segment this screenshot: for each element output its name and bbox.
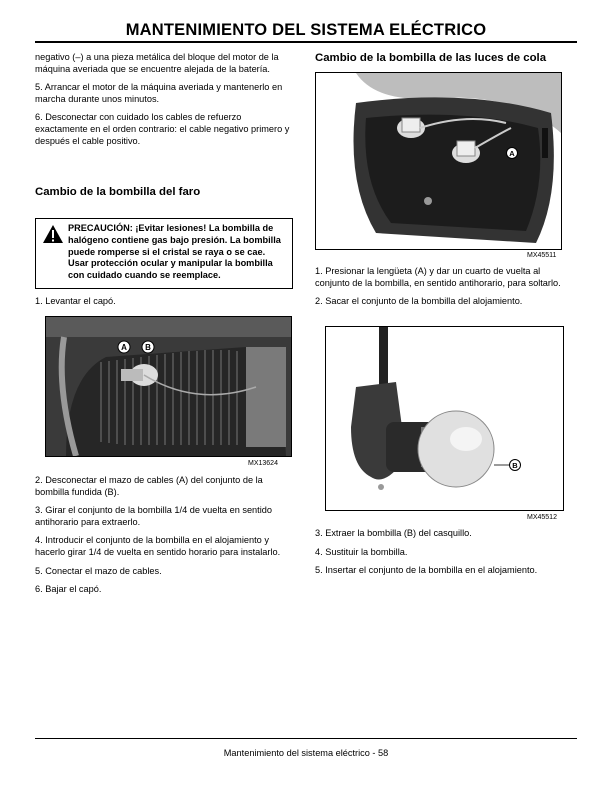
intro-paragraph: negativo (–) a una pieza metálica del bloque del motor de la máquina averiada que se encuentre alejada de la batería. xyxy=(35,52,279,74)
step-1 xyxy=(35,296,293,315)
intro-step-5: 5. Arrancar el motor de la máquina averiada y mantenerlo en marcha durante unos minutos. xyxy=(35,82,283,104)
title-rule xyxy=(35,41,577,43)
taillight-step-5: 5. Insertar el conjunto de la bombilla en el alojamiento. xyxy=(315,565,538,576)
page-footer: Mantenimiento del sistema eléctrico - 58 xyxy=(223,748,389,758)
intro-step-6: 6. Desconectar con cuidado los cables de refuerzo exactamente en el orden contrario: el cable negativo primero y después el cable positivo. xyxy=(35,112,290,146)
warning-icon xyxy=(42,224,64,244)
step-1-text: 1. Levantar el capó. xyxy=(35,296,116,306)
figure-code: MX45512 xyxy=(527,514,557,521)
figure-code: MX13624 xyxy=(248,460,278,467)
callout-a: A xyxy=(121,343,127,352)
step-5: 5. Conectar el mazo de cables. xyxy=(35,565,162,576)
step-4: 4. Introducir el conjunto de la bombilla en el alojamiento y hacerlo girar 1/4 de vuelta en sentido horario para instalarlo. xyxy=(35,535,281,557)
headlight-heading: Cambio de la bombilla del faro xyxy=(35,186,201,198)
taillight-step-4: 4. Sustituir la bombilla. xyxy=(315,546,408,557)
step-3: 3. Girar el conjunto de la bombilla 1/4 de vuelta en sentido antihorario para extraerlo. xyxy=(35,505,272,527)
headlight-illustration xyxy=(46,317,291,456)
bulb-illustration xyxy=(326,327,563,510)
taillight-steps-1 xyxy=(315,266,577,315)
caution-box xyxy=(35,218,293,289)
taillight-photo xyxy=(315,72,562,250)
caution-text: PRECAUCIÓN: ¡Evitar lesiones! La bombilla de halógeno contiene gas bajo presión. La bombilla puede romperse si el cristal se raya o se cae. Usar protección ocular y manipular la bombilla con cuidado cuando se reemplace. xyxy=(68,223,281,281)
page-title: MANTENIMIENTO DEL SISTEMA ELÉCTRICO xyxy=(125,21,487,39)
callout-b: B xyxy=(145,343,151,352)
taillight-illustration xyxy=(316,73,561,249)
intro-text xyxy=(35,52,293,154)
taillight-steps-2 xyxy=(315,528,577,584)
step-6: 6. Bajar el capó. xyxy=(35,584,102,595)
headlight-steps xyxy=(35,475,295,603)
taillight-step-1: 1. Presionar la lengüeta (A) y dar un cuarto de vuelta al conjunto de la bombilla, en sentido antihorario, para soltarlo. xyxy=(315,266,561,288)
footer-rule xyxy=(35,738,577,739)
headlight-photo xyxy=(45,316,292,457)
step-2: 2. Desconectar el mazo de cables (A) del conjunto de la bombilla fundida (B). xyxy=(35,475,263,497)
bulb-photo xyxy=(325,326,564,511)
taillight-heading: Cambio de la bombilla de las luces de cola xyxy=(315,52,547,64)
taillight-step-2: 2. Sacar el conjunto de la bombilla del alojamiento. xyxy=(315,296,523,307)
taillight-step-3: 3. Extraer la bombilla (B) del casquillo. xyxy=(315,528,472,538)
callout-a: A xyxy=(509,149,515,158)
callout-b: B xyxy=(512,461,518,470)
figure-code: MX45511 xyxy=(527,252,557,259)
